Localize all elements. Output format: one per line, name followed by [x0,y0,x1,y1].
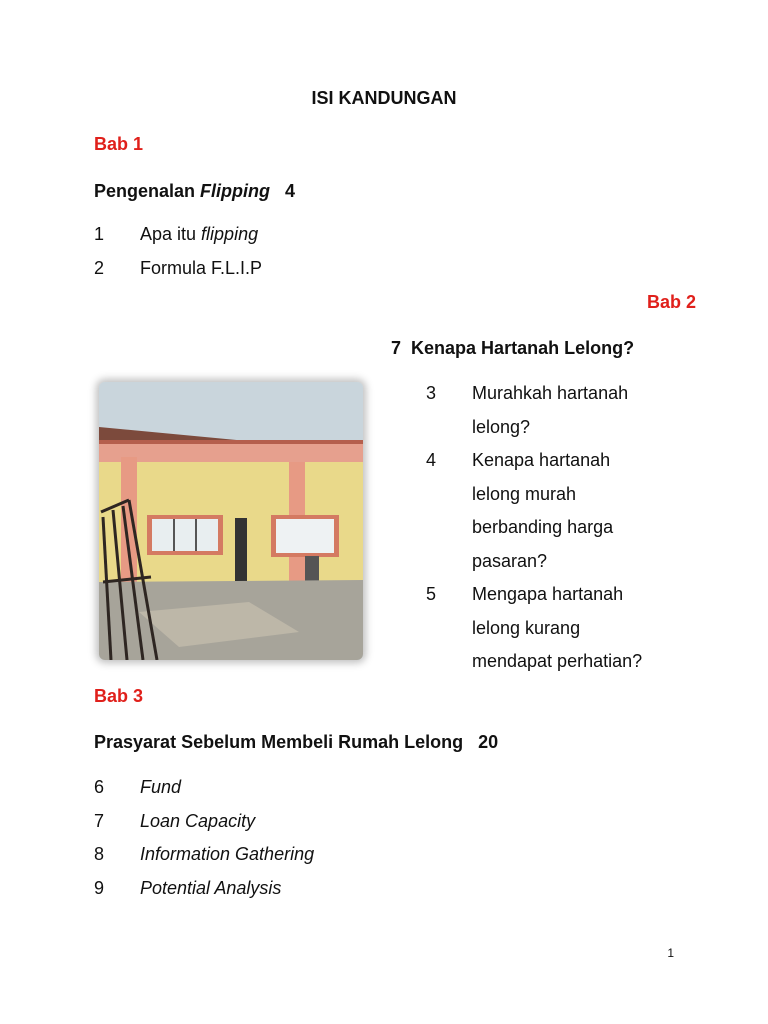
chapter-3-list [94,771,314,905]
list-item [94,838,314,872]
item-line: mendapat perhatian? [472,651,643,671]
item-text: Apa itu [140,224,202,244]
chapter-2-list [426,377,642,679]
item-text: Information Gathering [140,844,315,864]
chapter-1-label: Bab 1 [94,134,144,154]
list-item [94,218,262,252]
list-item [94,771,314,805]
item-line: Mengapa hartanah [472,584,624,604]
item-number: 8 [94,844,105,864]
item-number: 4 [426,450,437,470]
list-item [94,252,262,286]
chapter-1-page: 4 [285,181,296,201]
chapter-3-heading-text: Prasyarat Sebelum Membeli Rumah Lelong [94,732,464,752]
item-text: Loan Capacity [140,810,256,831]
item-line: lelong murah [472,483,577,504]
item-number: 7 [94,810,105,831]
chapter-2-page: 7 [391,338,402,358]
item-number: 5 [426,584,437,604]
list-item [426,578,642,679]
item-text: Fund [140,777,182,797]
item-line: Kenapa hartanah [472,450,611,470]
list-item [94,805,314,839]
item-text: Formula F.L.I.P [140,257,263,278]
list-item [426,444,642,578]
item-line: berbanding harga [472,517,614,537]
document-title: ISI KANDUNGAN [311,88,457,108]
item-line: lelong kurang [472,617,581,638]
list-item [94,872,314,906]
chapter-3-page: 20 [478,732,499,752]
house-photo [99,382,363,660]
item-line: pasaran? [472,550,548,571]
item-number: 2 [94,257,105,278]
chapter-1-heading-italic: Flipping [200,181,271,201]
item-text: Potential Analysis [140,877,282,898]
list-item [426,377,642,444]
item-number: 9 [94,877,105,898]
item-line: lelong? [472,416,531,437]
chapter-2-heading [391,338,634,359]
item-number: 6 [94,777,105,797]
chapter-3-label: Bab 3 [94,686,144,706]
item-number: 3 [426,383,437,403]
chapter-3-heading [94,732,498,753]
chapter-1-list [94,218,262,285]
chapter-2-heading-text: Kenapa Hartanah Lelong? [411,338,635,358]
chapter-1-heading-text: Pengenalan [94,181,201,201]
item-number: 1 [94,224,105,244]
item-text-italic: flipping [201,224,259,244]
chapter-1-heading [94,181,295,202]
page-number: 1 [667,946,674,960]
chapter-2-label: Bab 2 [646,292,696,312]
item-line: Murahkah hartanah [472,383,629,403]
